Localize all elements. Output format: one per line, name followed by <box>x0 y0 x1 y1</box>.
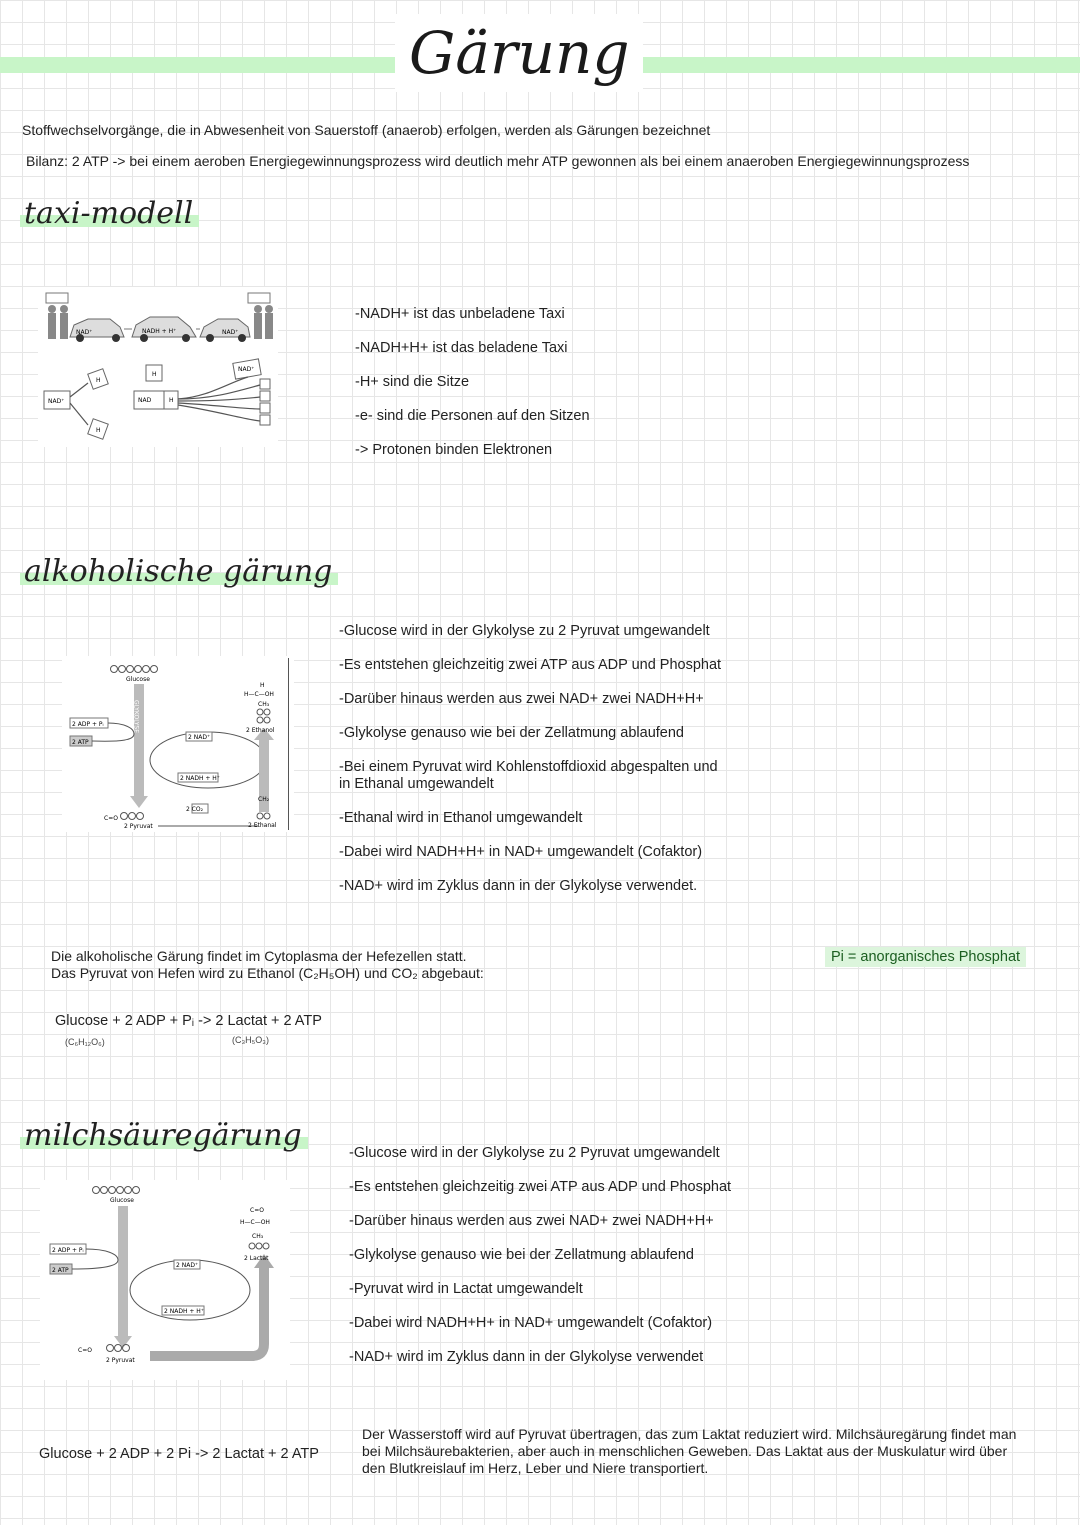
taxi-points <box>355 306 590 476</box>
alkohol-heading-text: alkoholische gärung <box>24 554 333 589</box>
alkohol-summary-2: Das Pyruvat von Hefen wird zu Ethanol (C₂H₅OH) und CO₂ abgebaut: <box>51 965 484 981</box>
alkohol-point: -Es entstehen gleichzeitig zwei ATP aus ADP und Phosphat <box>339 657 722 673</box>
alkohol-ch2-label: CH₂ <box>258 796 270 803</box>
alkohol-nad-label: 2 NAD⁺ <box>188 734 211 741</box>
milch-equation: Glucose + 2 ADP + 2 Pi -> 2 Lactat + 2 ATP <box>39 1446 319 1462</box>
milch-pyruvat-label: 2 Pyruvat <box>106 1357 135 1364</box>
milch-heading <box>24 1118 302 1153</box>
alkohol-equation: Glucose + 2 ADP + Pᵢ -> 2 Lactat + 2 ATP <box>55 1013 322 1029</box>
alkohol-point: -Ethanal wird in Ethanol umgewandelt <box>339 810 583 826</box>
taxi-nad-plain-label: NAD <box>138 397 152 404</box>
page-title: Gärung <box>395 14 643 92</box>
taxi-heading-text: taxi-modell <box>24 196 194 231</box>
taxi-h-label-1: H <box>96 377 101 384</box>
alkohol-ethanal-label: 2 Ethanal <box>248 822 277 829</box>
alkohol-ch3-label: CH₃ <box>258 701 270 708</box>
milch-glucose-label: Glucose <box>110 1197 134 1204</box>
taxi-h-label-3: H <box>96 427 101 434</box>
taxi-h-label-2: H <box>152 371 157 378</box>
milch-summary-3: den Blutkreislauf im Herz, Leber und Niere transportiert. <box>362 1460 709 1476</box>
milch-heading-wrap <box>24 1118 302 1153</box>
taxi-point: -NADH+H+ ist das beladene Taxi <box>355 340 568 356</box>
taxi-point: -H+ sind die Sitze <box>355 374 470 390</box>
alkohol-diagram <box>62 656 294 832</box>
milch-summary-1: Der Wasserstoff wird auf Pyruvat übertragen, das zum Laktat reduziert wird. Milchsäuregärung findet man <box>362 1426 1017 1442</box>
milch-co-top-label: C=O <box>250 1207 264 1214</box>
milch-point: -NAD+ wird im Zyklus dann in der Glykolyse verwendet <box>349 1349 704 1365</box>
taxi-h-label-4: H <box>169 397 174 404</box>
milch-point: -Dabei wird NADH+H+ in NAD+ umgewandelt (Cofaktor) <box>349 1315 713 1331</box>
alkohol-co2-label: 2 CO₂ <box>186 806 204 813</box>
milch-nadh-label: 2 NADH + H⁺ <box>164 1308 204 1315</box>
alkohol-point: -Bei einem Pyruvat wird Kohlenstoffdioxid abgespalten und <box>339 759 718 775</box>
milch-atp-label: 2 ATP <box>52 1267 69 1274</box>
milch-co-label: C=O <box>78 1347 92 1354</box>
taxi-model-diagram <box>38 287 278 447</box>
taxi-car3-label: NAD⁺ <box>222 329 239 336</box>
milch-ch3-label: CH₃ <box>252 1233 264 1240</box>
milch-diagram <box>40 1180 290 1380</box>
alkohol-point: -Darüber hinaus werden aus zwei NAD+ zwei NADH+H+ <box>339 691 704 707</box>
milch-point: -Pyruvat wird in Lactat umgewandelt <box>349 1281 583 1297</box>
taxi-heading <box>24 196 193 231</box>
alkohol-ethanol-label: 2 Ethanol <box>246 727 275 734</box>
taxi-car1-label: NAD⁺ <box>76 329 93 336</box>
milch-nad-label: 2 NAD⁺ <box>176 1262 199 1269</box>
taxi-point: -> Protonen binden Elektronen <box>355 442 553 458</box>
alkohol-hcoh-label: H—C—OH <box>244 691 274 698</box>
alkohol-point: -Glucose wird in der Glykolyse zu 2 Pyruvat umgewandelt <box>339 623 710 639</box>
taxi-nad-tilted-label: NAD⁺ <box>238 366 255 373</box>
milch-heading-text: milchsäuregärung <box>24 1118 302 1153</box>
alkohol-glucose-label: Glucose <box>126 676 150 683</box>
taxi-point: -NADH+ ist das unbeladene Taxi <box>355 306 565 322</box>
alkohol-nadh-label: 2 NADH + H⁺ <box>180 775 220 782</box>
taxi-nad-box-label: NAD⁺ <box>48 398 65 405</box>
alkohol-point: -Glykolyse genauso wie bei der Zellatmung ablaufend <box>339 725 684 741</box>
alkohol-pyruvat-label: 2 Pyruvat <box>124 823 153 830</box>
alkohol-point: -NAD+ wird im Zyklus dann in der Glykolyse verwendet. <box>339 878 698 894</box>
alkohol-point: in Ethanal umgewandelt <box>339 776 494 792</box>
alkohol-co-label: C=O <box>104 815 118 822</box>
intro-definition: Stoffwechselvorgänge, die in Abwesenheit von Sauerstoff (anaerob) erfolgen, werden als Gärungen bezeichnet <box>22 122 711 138</box>
alkohol-divider <box>288 658 289 830</box>
alkohol-atp-label: 2 ATP <box>72 739 89 746</box>
alkohol-h-label: H <box>260 682 265 689</box>
milch-lactat-label: 2 Lactat <box>244 1255 269 1262</box>
pi-note: Pi = anorganisches Phosphat <box>825 947 1026 967</box>
milch-points <box>349 1145 731 1383</box>
lactat-formula: (C₃H₅O₃) <box>232 1035 269 1045</box>
alkohol-summary-1: Die alkoholische Gärung findet im Cytoplasma der Hefezellen statt. <box>51 948 467 964</box>
glucose-formula: (C₆H₁₂O₆) <box>65 1037 105 1047</box>
alkohol-adp-label: 2 ADP + Pᵢ <box>72 721 104 728</box>
milch-point: -Glucose wird in der Glykolyse zu 2 Pyruvat umgewandelt <box>349 1145 720 1161</box>
milch-summary-2: bei Milchsäurebakterien, aber auch in menschlichen Geweben. Das Laktat aus der Muskulatur wird über <box>362 1443 1008 1459</box>
alkohol-glykolyse-label: GLYKOLYSE <box>132 700 140 733</box>
milch-hcoh-label: H—C—OH <box>240 1219 270 1226</box>
milch-point: -Darüber hinaus werden aus zwei NAD+ zwei NADH+H+ <box>349 1213 714 1229</box>
milch-adp-label: 2 ADP + Pᵢ <box>52 1247 84 1254</box>
alkohol-heading <box>24 554 332 589</box>
taxi-point: -e- sind die Personen auf den Sitzen <box>355 408 590 424</box>
intro-bilanz: Bilanz: 2 ATP -> bei einem aeroben Energiegewinnungsprozess wird deutlich mehr ATP gewonnen als bei einem anaeroben Energiegewinnungsprozess <box>26 153 970 169</box>
alkohol-heading-wrap <box>24 554 332 589</box>
milch-point: -Es entstehen gleichzeitig zwei ATP aus ADP und Phosphat <box>349 1179 732 1195</box>
alkohol-point: -Dabei wird NADH+H+ in NAD+ umgewandelt (Cofaktor) <box>339 844 703 860</box>
alkohol-points <box>339 623 721 912</box>
taxi-heading-wrap <box>24 196 193 231</box>
taxi-car2-label: NADH + H⁺ <box>142 328 177 335</box>
milch-point: -Glykolyse genauso wie bei der Zellatmung ablaufend <box>349 1247 694 1263</box>
